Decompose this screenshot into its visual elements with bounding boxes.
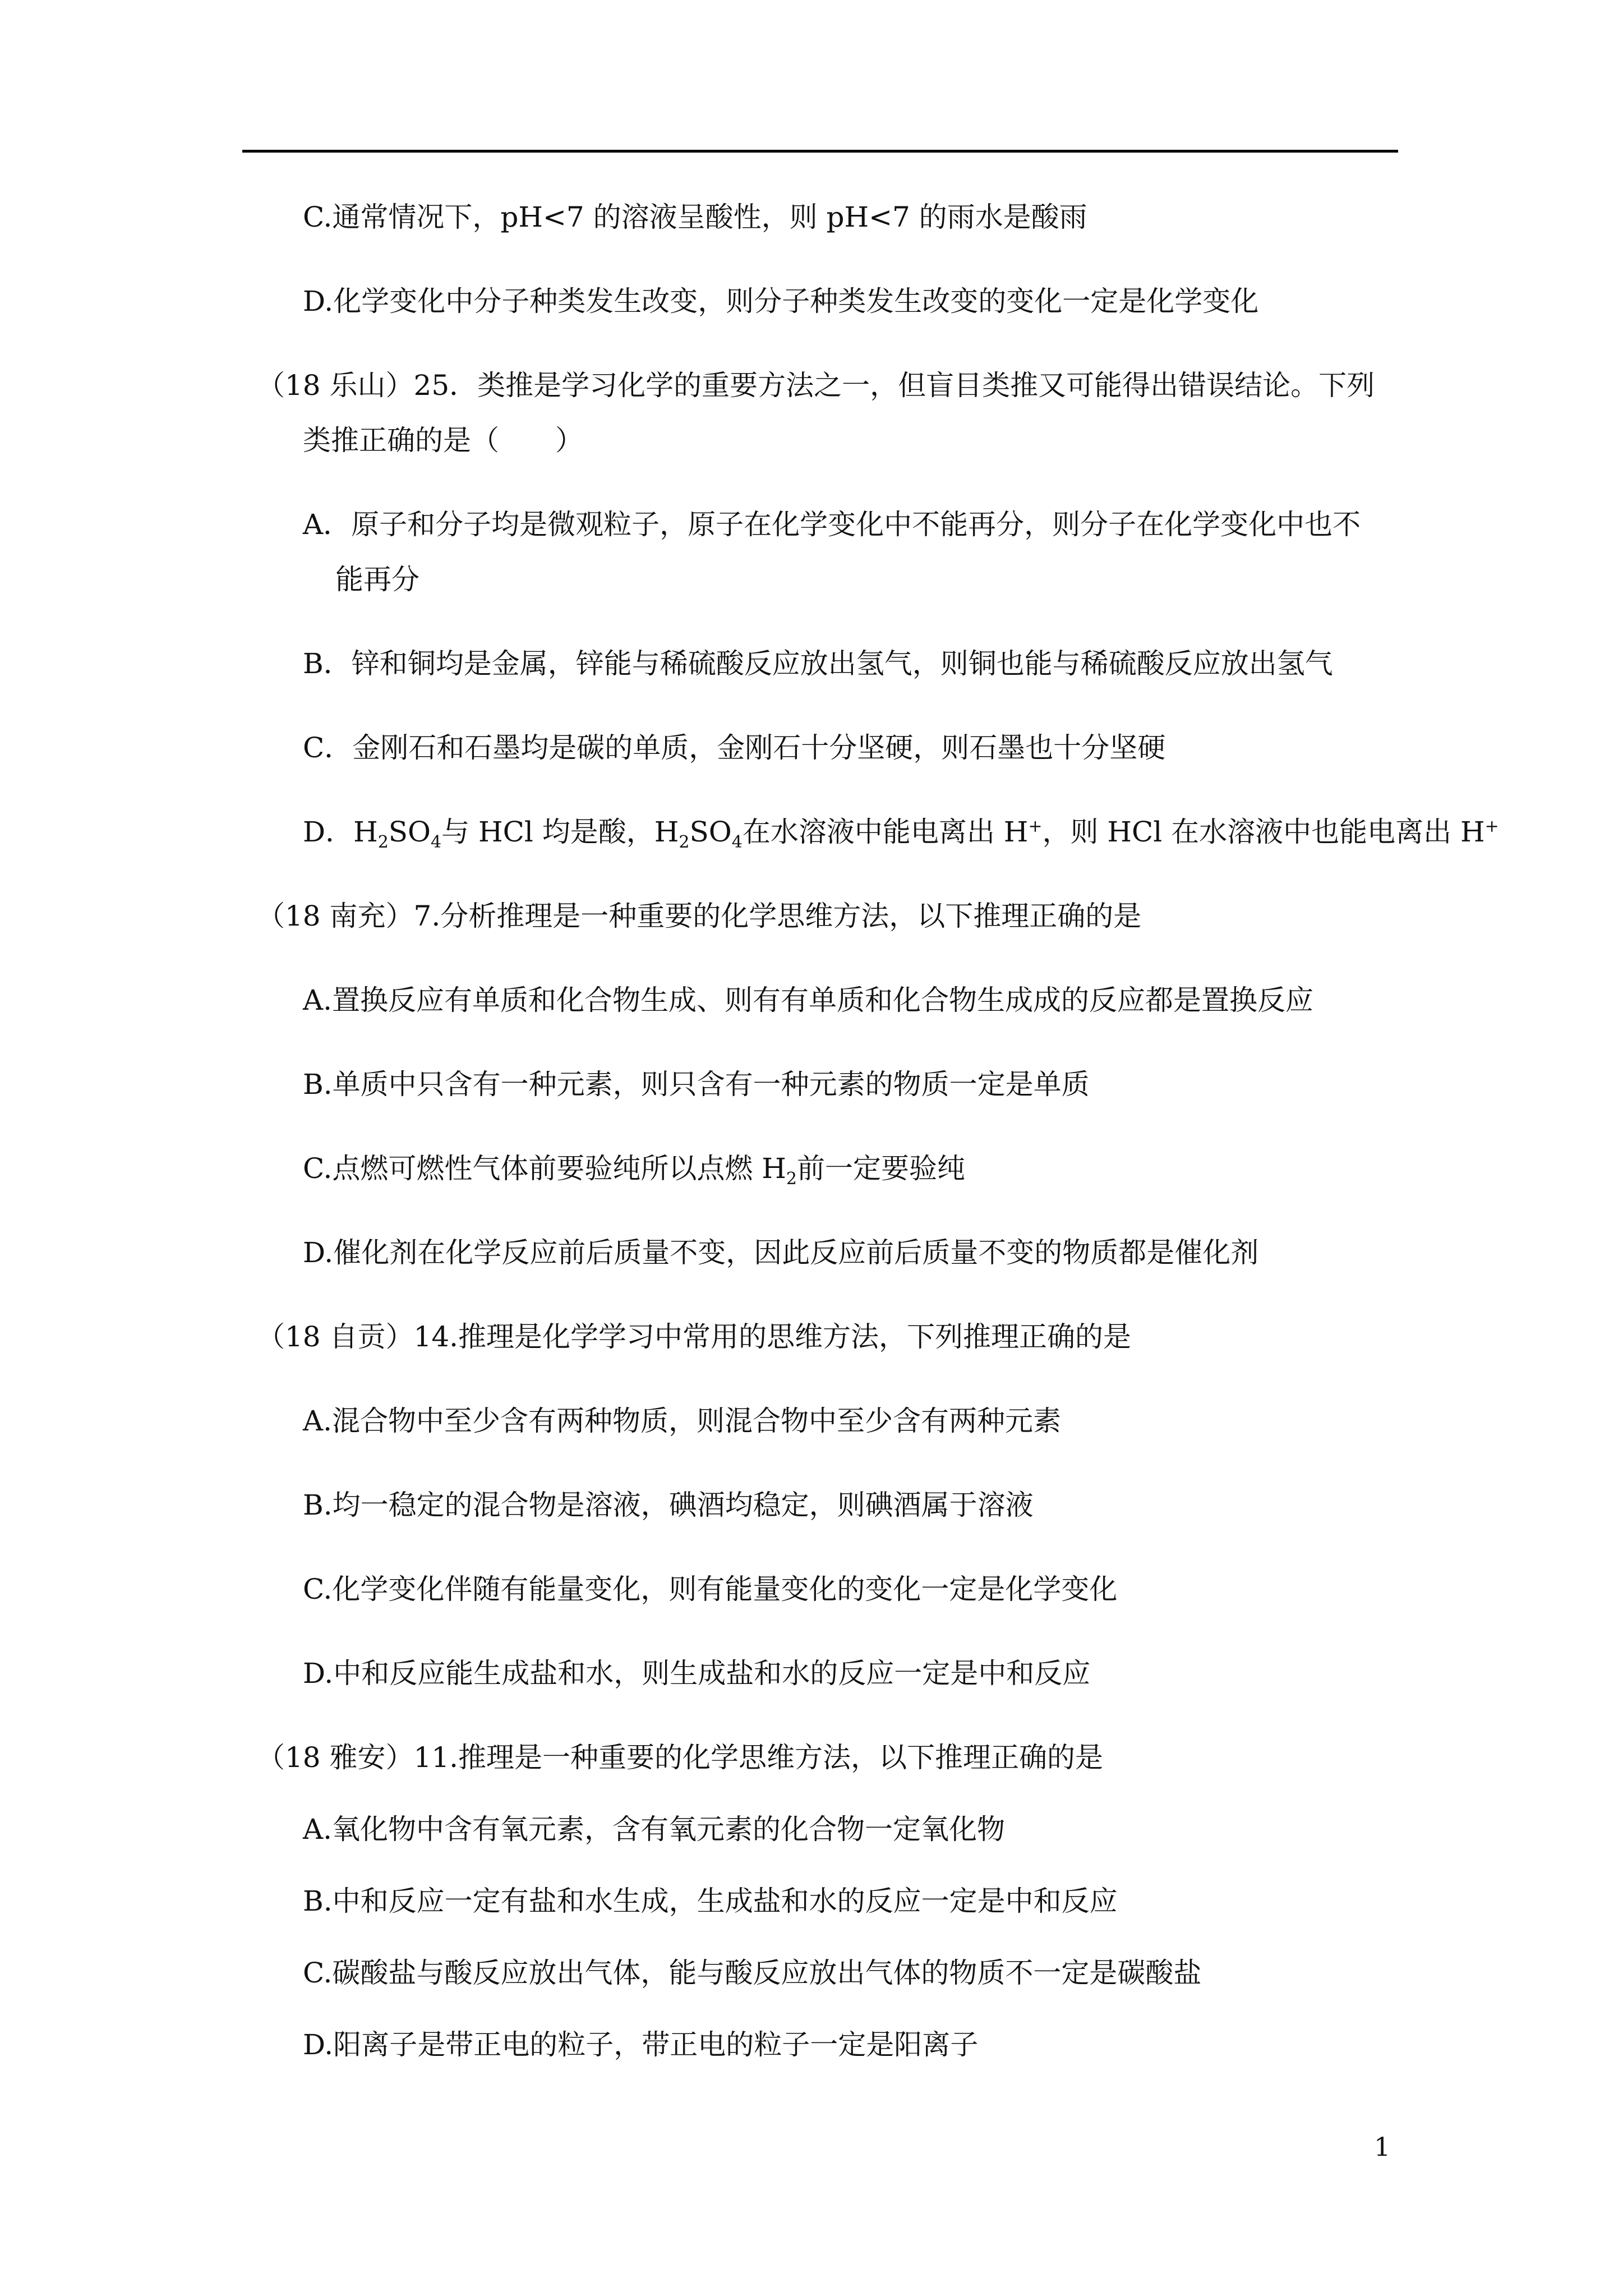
header-rule: [242, 150, 1398, 153]
question-25-option-a: A．原子和分子均是微观粒子，原子在化学变化中不能再分，则分子在化学变化中也不: [303, 508, 1361, 541]
question-7-option-a: A.置换反应有单质和化合物生成、则有有单质和化合物生成成的反应都是置换反应: [303, 984, 1314, 1016]
question-11-option-a: A.氧化物中含有氧元素，含有氧元素的化合物一定氧化物: [303, 1813, 1006, 1846]
question-25-stem-cont: 类推正确的是（ ）: [303, 424, 583, 457]
question-14-option-c: C.化学变化伴随有能量变化，则有能量变化的变化一定是化学变化: [303, 1573, 1118, 1605]
question-7-option-b: B.单质中只含有一种元素，则只含有一种元素的物质一定是单质: [303, 1068, 1090, 1101]
option-d-chemical-change: D.化学变化中分子种类发生改变，则分子种类发生改变的变化一定是化学变化: [303, 285, 1259, 318]
question-11-option-c: C.碳酸盐与酸反应放出气体，能与酸反应放出气体的物质不一定是碳酸盐: [303, 1957, 1202, 1989]
question-7-stem: （18 南充）7.分析推理是一种重要的化学思维方法，以下推理正确的是: [257, 900, 1142, 932]
question-25-option-c: C．金刚石和石墨均是碳的单质，金刚石十分坚硬，则石墨也十分坚硬: [303, 731, 1166, 764]
question-11-option-d: D.阳离子是带正电的粒子，带正电的粒子一定是阳离子: [303, 2028, 979, 2061]
question-7-option-c: C.点燃可燃性气体前要验纯所以点燃 $H_2$前一定要验纯: [303, 1152, 965, 1189]
question-25-option-a-cont: 能再分: [335, 563, 419, 596]
question-7-option-d: D.催化剂在化学反应前后质量不变，因此反应前后质量不变的物质都是催化剂: [303, 1236, 1259, 1269]
question-14-option-d: D.中和反应能生成盐和水，则生成盐和水的反应一定是中和反应: [303, 1657, 1091, 1690]
question-11-option-b: B.中和反应一定有盐和水生成，生成盐和水的反应一定是中和反应: [303, 1885, 1118, 1917]
question-14-option-b: B.均一稳定的混合物是溶液，碘酒均稳定，则碘酒属于溶液: [303, 1489, 1034, 1521]
question-11-stem: （18 雅安）11.推理是一种重要的化学思维方法，以下推理正确的是: [257, 1741, 1104, 1774]
question-14-stem: （18 自贡）14.推理是化学学习中常用的思维方法，下列推理正确的是: [257, 1320, 1132, 1353]
page-number: 1: [1374, 2132, 1391, 2162]
question-25-stem: （18 乐山）25．类推是学习化学的重要方法之一，但盲目类推又可能得出错误结论。下列: [257, 369, 1375, 402]
question-25-option-d: D．$H_2SO_4$与 HCl 均是酸，$H_2SO_4$在水溶液中能电离出 H+，则 HCl 在水溶液中也能电离出 H+: [303, 816, 1499, 852]
question-25-option-b: B．锌和铜均是金属，锌能与稀硫酸反应放出氢气，则铜也能与稀硫酸反应放出氢气: [303, 647, 1333, 680]
option-c-acid-rain: C.通常情况下，pH<7 的溶液呈酸性，则 pH<7 的雨水是酸雨: [303, 201, 1087, 233]
question-14-option-a: A.混合物中至少含有两种物质，则混合物中至少含有两种元素: [303, 1405, 1062, 1437]
